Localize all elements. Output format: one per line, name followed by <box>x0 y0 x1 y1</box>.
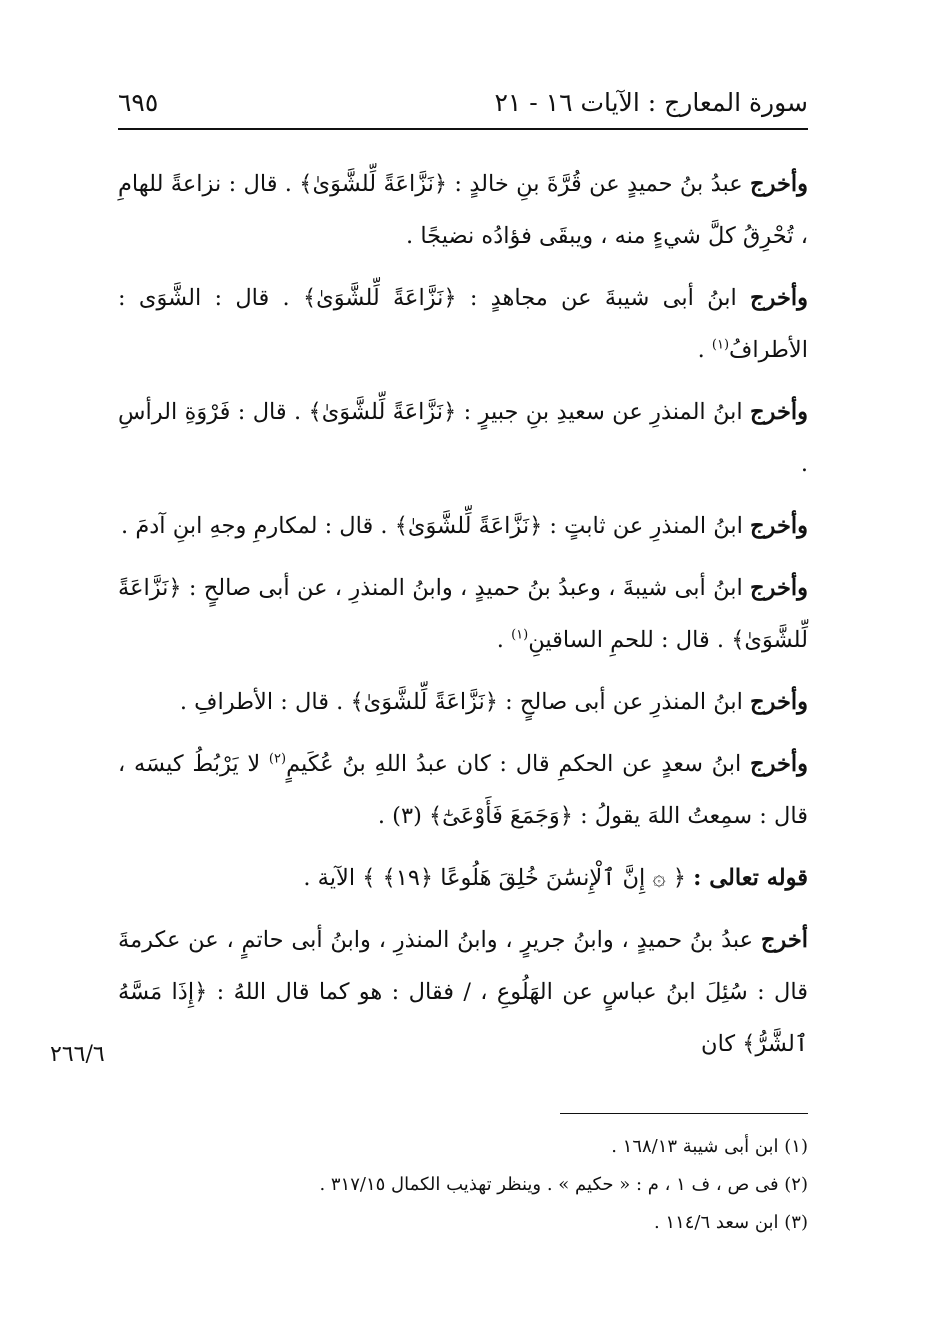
main-text <box>118 158 808 1080</box>
footnote-marker: (٢) <box>268 751 287 767</box>
footnote: (١) ابن أبى شيبة ١٦٨/١٣ . <box>611 1136 808 1157</box>
footnote-marker: (١) <box>711 337 730 353</box>
paragraph: أخرج عبدُ بنُ حميدٍ ، وابنُ جريرٍ ، وابنُ المنذرِ ، وابنُ أبى حاتمٍ ، عن عكرمةَ قال : سُئِلَ ابنُ عباسٍ عن الهَلُوعِ ، / فقال : هو كما قال اللهُ : ﴿إِذَا مَسَّهُ ٱلشَّرُّ﴾ كان <box>118 927 809 1057</box>
paragraph: وأخرج ابنُ سعدٍ عن الحكمِ قال : كان عبدُ اللهِ بنُ عُكَيمٍ$^{(٢)}$ لا يَرْبُطُ كيسَه ، قال : سمِعتُ اللهَ يقولُ : ﴿وَجَمَعَ فَأَوْعَىٰٓ﴾ (٣) . <box>118 751 809 829</box>
paragraph: وأخرج ابنُ المنذرِ عن أبى صالحٍ : ﴿نَزَّاعَةً لِّلشَّوَىٰ﴾ . قال : الأطرافِ . <box>179 689 808 715</box>
page-header <box>118 88 808 128</box>
page-number: ٦٩٥ <box>118 88 159 117</box>
margin-reference: ٢٦٦/٦ <box>50 1042 105 1067</box>
footnote-marker: (١) <box>511 627 529 643</box>
header-rule <box>118 128 808 130</box>
footnotes <box>118 1128 808 1242</box>
footnote: (٣) ابن سعد ١١٤/٦ . <box>653 1212 808 1233</box>
footnote-rule <box>560 1113 808 1114</box>
section-heading: قوله تعالى : ﴿ ۞ إِنَّ ٱلْإِنسَٰنَ خُلِقَ هَلُوعًا ﴿١٩﴾ ﴾ الآية . <box>303 865 808 891</box>
running-title: سورة المعارج : الآيات ١٦ - ٢١ <box>494 88 808 117</box>
paragraph: وأخرج ابنُ أبى شيبةَ ، وعبدُ بنُ حميدٍ ، وابنُ المنذرِ ، عن أبى صالحٍ : ﴿نَزَّاعَةً لِّلشَّوَىٰ﴾ . قال : للحمِ الساقينِ$^{(١)}$ . <box>118 575 808 653</box>
paragraph: وأخرج عبدُ بنُ حميدٍ عن قُرَّةَ بنِ خالدٍ : ﴿نَزَّاعَةً لِّلشَّوَىٰ﴾ . قال : نزاعةً للهامِ ، تُحْرِقُ كلَّ شيءٍ منه ، ويبقَى فؤادُه نضيجًا . <box>118 171 809 249</box>
paragraph: وأخرج ابنُ المنذرِ عن ثابتٍ : ﴿نَزَّاعَةً لِّلشَّوَىٰ﴾ . قال : لمكارمِ وجهِ ابنِ آدمَ . <box>121 513 808 539</box>
paragraph: وأخرج ابنُ أبى شيبةَ عن مجاهدٍ : ﴿نَزَّاعَةً لِّلشَّوَىٰ﴾ . قال : الشَّوَى : الأطرافُ$^{(١)}$ . <box>118 285 808 363</box>
footnote: (٢) فى ص ، ف ١ ، م : « حكيم » . وينظر تهذيب الكمال ٣١٧/١٥ . <box>319 1174 808 1195</box>
paragraph: وأخرج ابنُ المنذرِ عن سعيدِ بنِ جبيرٍ : ﴿نَزَّاعَةً لِّلشَّوَىٰ﴾ . قال : فَرْوَةِ الرأسِ . <box>118 399 808 477</box>
